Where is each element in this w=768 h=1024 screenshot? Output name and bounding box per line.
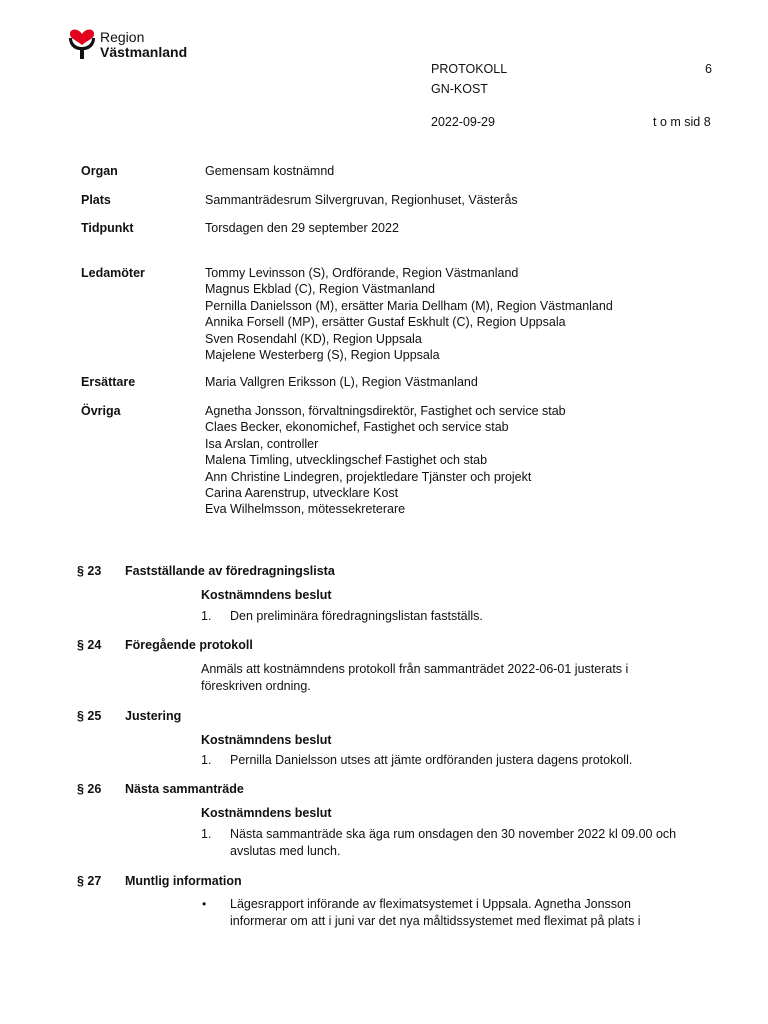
logo-line-vastmanland: Västmanland bbox=[100, 44, 188, 60]
plats-value: Sammanträdesrum Silvergruvan, Regionhuset, Västerås bbox=[205, 193, 518, 207]
ersattare-label: Ersättare bbox=[81, 375, 136, 389]
page-range: t o m sid 8 bbox=[653, 115, 711, 129]
doc-type: PROTOKOLL bbox=[431, 62, 508, 76]
section-24-title: Föregående protokoll bbox=[125, 638, 253, 652]
section-23-number: § 23 bbox=[77, 564, 102, 578]
section-25-subhead: Kostnämndens beslut bbox=[201, 733, 332, 747]
section-25-item-text: Pernilla Danielsson utses att jämte ordföranden justera dagens protokoll. bbox=[230, 753, 633, 767]
section-24-text-line1: Anmäls att kostnämndens protokoll från sammanträdet 2022-06-01 justerats i bbox=[201, 662, 629, 676]
committee-code: GN-KOST bbox=[431, 82, 488, 96]
section-27-title: Muntlig information bbox=[125, 874, 242, 888]
ovriga-item: Eva Wilhelmsson, mötessekreterare bbox=[205, 502, 406, 517]
logo-line-region: Region bbox=[100, 29, 145, 45]
ledamot-item: Sven Rosendahl (KD), Region Uppsala bbox=[205, 331, 422, 346]
region-logo-icon bbox=[66, 24, 98, 60]
ovriga-item: Claes Becker, ekonomichef, Fastighet och service stab bbox=[205, 420, 509, 435]
section-25-title: Justering bbox=[125, 709, 182, 723]
ledamot-item: Pernilla Danielsson (M), ersätter Maria Dellham (M), Region Västmanland bbox=[205, 298, 613, 313]
meeting-date: 2022-09-29 bbox=[431, 115, 495, 129]
section-26-subhead: Kostnämndens beslut bbox=[201, 806, 332, 820]
ledamoter-list bbox=[205, 265, 613, 363]
section-23-item-text: Den preliminära föredragningslistan fastställs. bbox=[230, 609, 483, 623]
section-27-bullet-icon: • bbox=[202, 897, 207, 911]
ovriga-item: Carina Aarenstrup, utvecklare Kost bbox=[205, 485, 399, 500]
section-23-title: Fastställande av föredragningslista bbox=[125, 564, 335, 578]
section-25-item-number: 1. bbox=[201, 753, 212, 767]
ovriga-item: Malena Timling, utvecklingschef Fastighet och stab bbox=[205, 453, 488, 468]
section-26-number: § 26 bbox=[77, 782, 102, 796]
section-26-item-number: 1. bbox=[201, 827, 212, 841]
section-25-number: § 25 bbox=[77, 709, 102, 723]
ovriga-item: Isa Arslan, controller bbox=[205, 436, 319, 451]
ovriga-item: Agnetha Jonsson, förvaltningsdirektör, Fastighet och service stab bbox=[205, 404, 566, 418]
section-26-item-line1: Nästa sammanträde ska äga rum onsdagen den 30 november 2022 kl 09.00 och bbox=[230, 827, 677, 841]
section-26-title: Nästa sammanträde bbox=[125, 782, 244, 796]
tidpunkt-value: Torsdagen den 29 september 2022 bbox=[205, 221, 399, 235]
section-24-number: § 24 bbox=[77, 638, 102, 652]
ersattare-value: Maria Vallgren Eriksson (L), Region Västmanland bbox=[205, 375, 478, 389]
section-27-text-line2: informerar om att i juni var det nya måltidssystemet med fleximat på plats i bbox=[230, 914, 641, 928]
ovriga-item: Ann Christine Lindegren, projektledare Tjänster och projekt bbox=[205, 469, 532, 484]
tidpunkt-label: Tidpunkt bbox=[81, 221, 134, 235]
section-23-subhead: Kostnämndens beslut bbox=[201, 588, 332, 602]
section-23-item-number: 1. bbox=[201, 609, 212, 623]
ledamot-item: Majelene Westerberg (S), Region Uppsala bbox=[205, 347, 440, 362]
region-vastmanland-logo bbox=[66, 24, 206, 64]
plats-label: Plats bbox=[81, 193, 111, 207]
ledamot-item: Annika Forsell (MP), ersätter Gustaf Eskhult (C), Region Uppsala bbox=[205, 315, 566, 330]
ovriga-list bbox=[205, 403, 566, 518]
ledamot-item: Tommy Levinsson (S), Ordförande, Region Västmanland bbox=[205, 266, 519, 280]
ledamot-item: Magnus Ekblad (C), Region Västmanland bbox=[205, 282, 435, 297]
section-26-item-line2: avslutas med lunch. bbox=[230, 844, 341, 858]
section-27-number: § 27 bbox=[77, 874, 102, 888]
section-24-text-line2: föreskriven ordning. bbox=[201, 679, 311, 693]
organ-label: Organ bbox=[81, 164, 118, 178]
page-number: 6 bbox=[705, 62, 712, 76]
organ-value: Gemensam kostnämnd bbox=[205, 164, 335, 178]
section-27-text-line1: Lägesrapport införande av fleximatsystemet i Uppsala. Agnetha Jonsson bbox=[230, 897, 631, 911]
ledamoter-label: Ledamöter bbox=[81, 266, 145, 280]
ovriga-label: Övriga bbox=[81, 404, 121, 418]
